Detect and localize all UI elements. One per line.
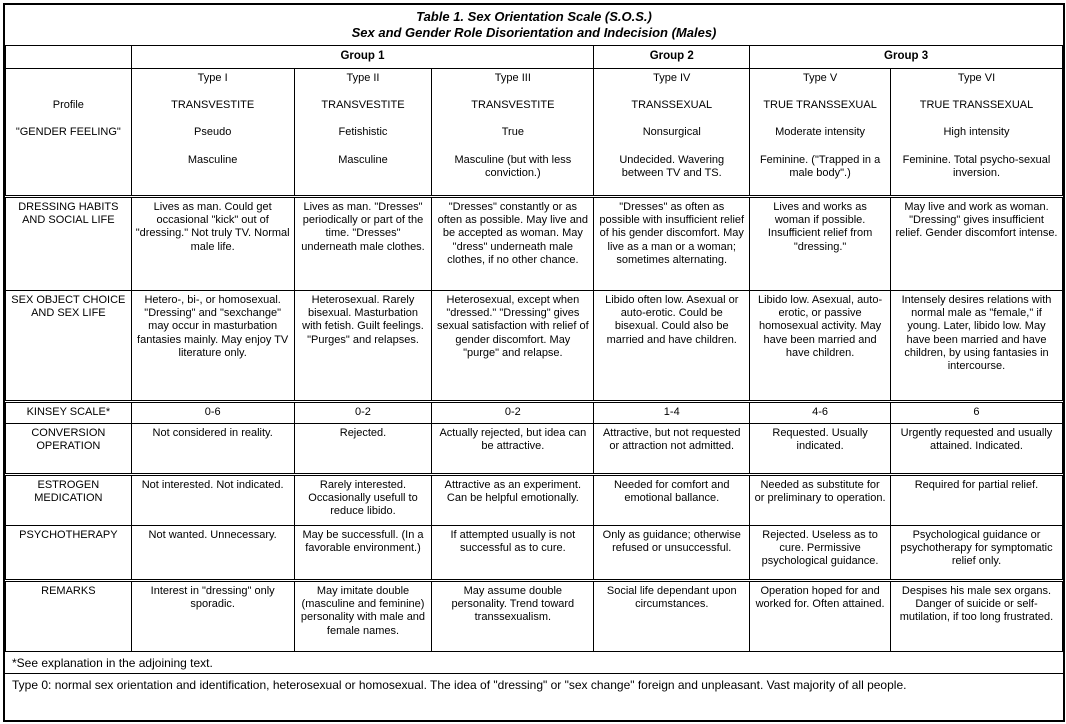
table-cell: May live and work as woman. "Dressing" gives insufficient relief. Gender discomfort intense. xyxy=(890,197,1062,291)
table-cell: Lives as man. Could get occasional "kick" out of "dressing." Not truly TV. Normal male life. xyxy=(131,197,294,291)
table-cell: Needed for comfort and emotional ballance. xyxy=(594,475,750,526)
profile-subtype: True xyxy=(501,126,524,139)
table-row-estrogen-medication xyxy=(6,475,1063,526)
profile-category: TRANSVESTITE xyxy=(471,99,555,112)
table-title: Table 1. Sex Orientation Scale (S.O.S.) xyxy=(416,9,652,24)
footnote-type-0: Type 0: normal sex orientation and identification, heterosexual or homosexual. The idea of "dressing" or "sex change" foreign and unpleasant. Vast majority of all people. xyxy=(12,678,907,693)
table-cell: Rejected. xyxy=(294,424,432,475)
table-cell: Required for partial relief. xyxy=(890,475,1062,526)
table-cell: May imitate double (masculine and feminine) personality with male and female names. xyxy=(294,581,432,652)
table-cell: Interest in "dressing" only sporadic. xyxy=(131,581,294,652)
profile-label-line: Profile xyxy=(52,99,84,111)
table-cell: Social life dependant upon circumstances. xyxy=(594,581,750,652)
table-row-conversion-operation xyxy=(6,424,1063,475)
table-cell xyxy=(131,69,294,197)
table-cell: Rejected. Useless as to cure. Permissive psychological guidance. xyxy=(750,526,891,581)
table-cell: Needed as substitute for or preliminary to operation. xyxy=(750,475,891,526)
table-header xyxy=(5,5,1063,45)
table-cell: Heterosexual, except when "dressed." "Dressing" gives sexual satisfaction with relief of gender discomfort. May "purge" and relapse. xyxy=(432,291,594,402)
table-cell: 1-4 xyxy=(594,402,750,424)
profile-feeling: Undecided. Wavering between TV and TS. xyxy=(619,153,725,179)
table-cell xyxy=(594,69,750,197)
table-cell: Not interested. Not indicated. xyxy=(131,475,294,526)
profile-category: TRUE TRANSSEXUAL xyxy=(919,99,1034,112)
table-cell: May assume double personality. Trend toward transsexualism. xyxy=(432,581,594,652)
profile-category: TRANSVESTITE xyxy=(171,99,255,112)
table-row-remarks xyxy=(6,581,1063,652)
row-label-dressing-habits: DRESSING HABITS AND SOCIAL LIFE xyxy=(6,197,132,291)
table-cell: "Dresses" constantly or as often as possible. May live and be accepted as woman. May "dress" underneath male clothes, if no other chance. xyxy=(432,197,594,291)
table-cell: 6 xyxy=(890,402,1062,424)
row-label-kinsey-scale: KINSEY SCALE* xyxy=(6,402,132,424)
table-subtitle: Sex and Gender Role Disorientation and Indecision (Males) xyxy=(351,25,717,40)
table-cell: Not considered in reality. xyxy=(131,424,294,475)
sos-table xyxy=(5,45,1063,652)
row-label-profile xyxy=(6,69,132,197)
table-cell: Psychological guidance or psychotherapy for symptomatic relief only. xyxy=(890,526,1062,581)
table-cell xyxy=(294,69,432,197)
profile-type-label: Type VI xyxy=(957,72,996,84)
group-3-header: Group 3 xyxy=(750,46,1063,69)
profile-type-label: Type V xyxy=(802,72,838,84)
table-row-kinsey-scale xyxy=(6,402,1063,424)
table-cell: May be successfull. (In a favorable environment.) xyxy=(294,526,432,581)
profile-feeling: Feminine. Total psycho-sexual inversion. xyxy=(902,153,1051,179)
table-cell: Heterosexual. Rarely bisexual. Masturbation with fetish. Guilt feelings. "Purges" and relapses. xyxy=(294,291,432,402)
table-cell: Despises his male sex organs. Danger of suicide or self-mutilation, if too long frustrated. xyxy=(890,581,1062,652)
group-2-header: Group 2 xyxy=(594,46,750,69)
table-cell: Hetero-, bi-, or homosexual. "Dressing" and "sexchange" may occur in masturbation fantasies mainly. May enjoy TV literature only. xyxy=(131,291,294,402)
footnote-asterisk: *See explanation in the adjoining text. xyxy=(5,652,1063,674)
profile-feeling: Masculine xyxy=(187,153,238,166)
table-cell: 0-2 xyxy=(294,402,432,424)
table-row-dressing-habits xyxy=(6,197,1063,291)
row-label-conversion-operation: CONVERSION OPERATION xyxy=(6,424,132,475)
row-label-sex-object-choice: SEX OBJECT CHOICE AND SEX LIFE xyxy=(6,291,132,402)
profile-type-label: Type I xyxy=(197,72,228,84)
table-cell: Attractive, but not requested or attraction not admitted. xyxy=(594,424,750,475)
table-cell: Attractive as an experiment. Can be helpful emotionally. xyxy=(432,475,594,526)
table-cell: Operation hoped for and worked for. Often attained. xyxy=(750,581,891,652)
profile-type-label: Type III xyxy=(494,72,531,84)
table-cell: Libido low. Asexual, auto-erotic, or passive homosexual activity. May have been married and have children. xyxy=(750,291,891,402)
profile-feeling: Masculine (but with less conviction.) xyxy=(454,153,572,179)
gender-feeling-label-line: "GENDER FEELING" xyxy=(15,126,121,139)
table-cell xyxy=(432,69,594,197)
profile-subtype: High intensity xyxy=(943,126,1010,139)
footnotes xyxy=(5,652,1063,696)
table-cell: 0-2 xyxy=(432,402,594,424)
table-cell: Libido often low. Asexual or auto-erotic. Could be bisexual. Could also be married and have children. xyxy=(594,291,750,402)
table-cell: Requested. Usually indicated. xyxy=(750,424,891,475)
profile-category: TRANSSEXUAL xyxy=(631,99,713,112)
table-cell: "Dresses" as often as possible with insufficient relief of his gender discomfort. May live as a man or a woman; sometimes alternating. xyxy=(594,197,750,291)
table-cell: Not wanted. Unnecessary. xyxy=(131,526,294,581)
table-cell: 0-6 xyxy=(131,402,294,424)
row-label-remarks: REMARKS xyxy=(6,581,132,652)
profile-feeling: Feminine. ("Trapped in a male body".) xyxy=(759,153,881,179)
table-cell: 4-6 xyxy=(750,402,891,424)
profile-subtype: Moderate intensity xyxy=(775,126,866,139)
table-row-sex-object-choice xyxy=(6,291,1063,402)
profile-feeling: Masculine xyxy=(338,153,388,166)
group-header-row xyxy=(6,46,1063,69)
profile-row xyxy=(6,69,1063,197)
table-cell: Lives and works as woman if possible. Insufficient relief from "dressing." xyxy=(750,197,891,291)
table-cell: Actually rejected, but idea can be attractive. xyxy=(432,424,594,475)
table-cell xyxy=(890,69,1062,197)
group-1-header: Group 1 xyxy=(131,46,594,69)
table-row-psychotherapy xyxy=(6,526,1063,581)
table-cell: If attempted usually is not successful as to cure. xyxy=(432,526,594,581)
profile-category: TRANSVESTITE xyxy=(321,99,405,112)
profile-subtype: Pseudo xyxy=(194,126,232,139)
profile-type-label: Type IV xyxy=(653,72,691,84)
profile-subtype: Fetishistic xyxy=(338,126,388,139)
profile-type-label: Type II xyxy=(346,72,380,84)
profile-category: TRUE TRANSSEXUAL xyxy=(763,99,877,112)
table-cell: Urgently requested and usually attained. Indicated. xyxy=(890,424,1062,475)
row-label-psychotherapy: PSYCHOTHERAPY xyxy=(6,526,132,581)
table-cell: Lives as man. "Dresses" periodically or part of the time. "Dresses" underneath male clothes. xyxy=(294,197,432,291)
row-label-estrogen-medication: ESTROGEN MEDICATION xyxy=(6,475,132,526)
corner-cell xyxy=(6,46,132,69)
table-cell: Rarely interested. Occasionally usefull to reduce libido. xyxy=(294,475,432,526)
table-cell xyxy=(750,69,891,197)
page-frame xyxy=(3,3,1065,722)
table-cell: Only as guidance; otherwise refused or unsuccessful. xyxy=(594,526,750,581)
table-cell: Intensely desires relations with normal male as "female," if young. Later, libido low. May have been married and have children, by using fantasies in intercourse. xyxy=(890,291,1062,402)
profile-subtype: Nonsurgical xyxy=(642,126,701,139)
